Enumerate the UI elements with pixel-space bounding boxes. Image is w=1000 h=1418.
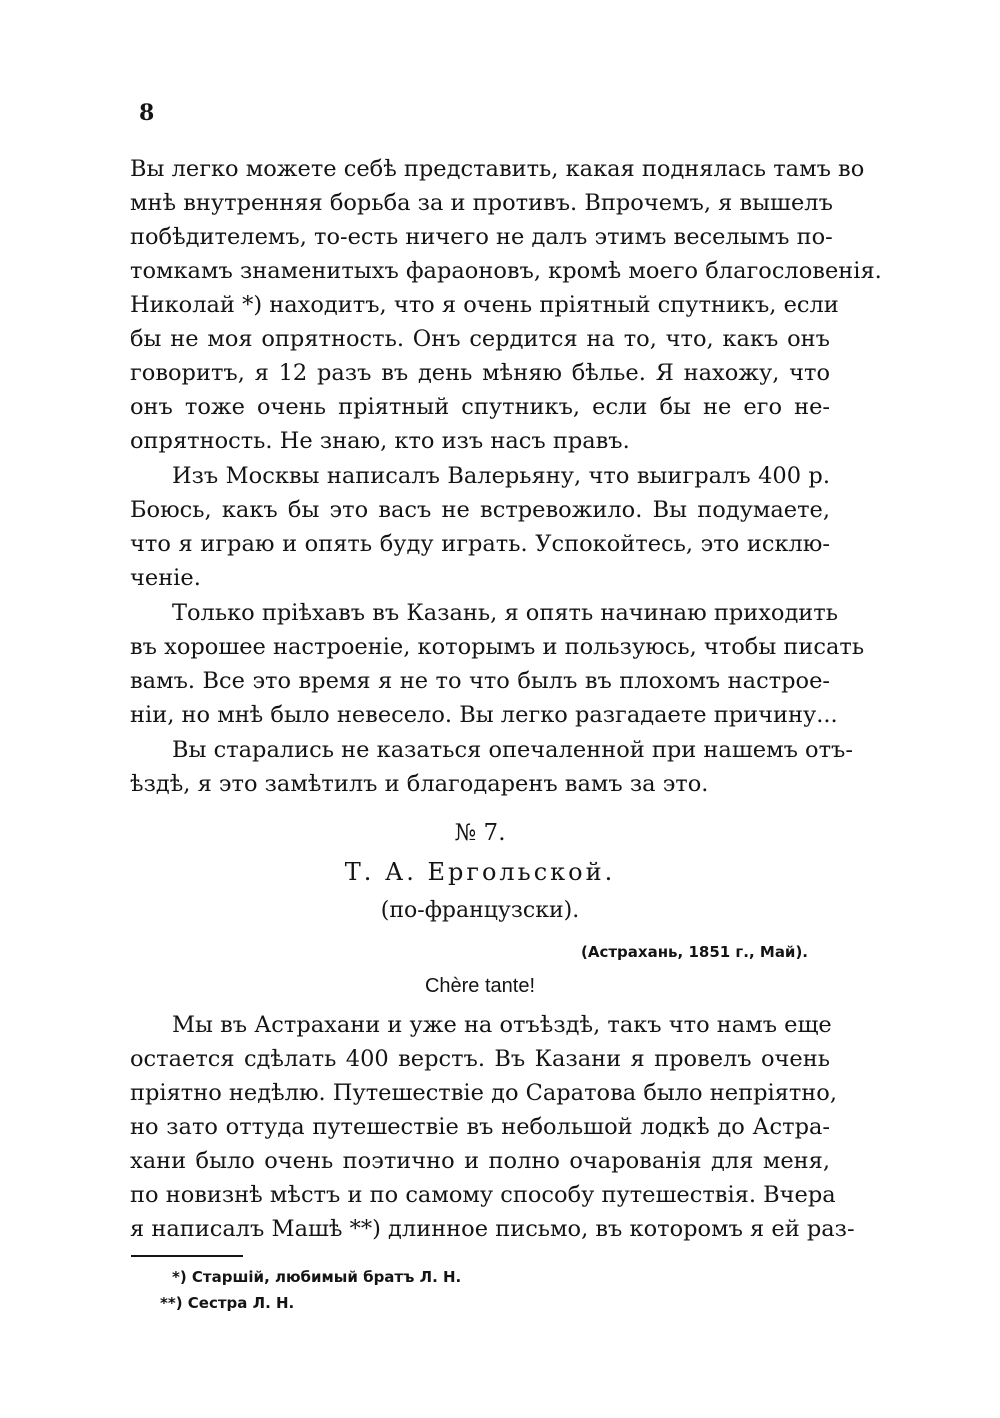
text-line: ченіе.	[130, 565, 201, 591]
text-line: говоритъ, я 12 разъ въ день мѣняю бѣлье. Я нахожу, что	[130, 360, 830, 386]
text-line: Николай *) находитъ, что я очень пріятный спутникъ, если	[130, 292, 839, 318]
text-line: остается сдѣлать 400 верстъ. Въ Казани я провелъ очень	[130, 1046, 830, 1072]
text-line: по новизнѣ мѣстъ и по самому способу путешествія. Вчера	[130, 1182, 836, 1208]
text-line: что я играю и опять буду играть. Успокойтесь, это исклю-	[130, 531, 830, 557]
footnote: *) Старшій, любимый братъ Л. Н.	[172, 1268, 462, 1286]
language-note: (по-французски).	[380, 898, 580, 923]
text-line: ніи, но мнѣ было невесело. Вы легко разгадаете причину...	[130, 702, 838, 728]
text-line: Изъ Москвы написалъ Валерьяну, что выигралъ 400 р.	[172, 463, 830, 489]
text-line: я написалъ Машѣ **) длинное письмо, въ которомъ я ей раз-	[130, 1216, 855, 1242]
text-line: мнѣ внутренняя борьба за и противъ. Впрочемъ, я вышелъ	[130, 190, 833, 216]
text-line: но зато оттуда путешествіе въ небольшой лодкѣ до Астра-	[130, 1114, 830, 1140]
footnote-divider	[131, 1255, 243, 1257]
text-line: Вы легко можете себѣ представить, какая поднялась тамъ во	[130, 156, 865, 182]
text-line: Мы въ Астрахани и уже на отъѣздѣ, такъ что намъ еще	[172, 1012, 832, 1038]
text-line: ѣздѣ, я это замѣтилъ и благодаренъ вамъ за это.	[130, 771, 709, 797]
text-line: хани было очень поэтично и полно очарованія для меня,	[130, 1148, 830, 1174]
text-line: побѣдителемъ, то-есть ничего не далъ этимъ веселымъ по-	[130, 224, 833, 250]
text-line: томкамъ знаменитыхъ фараоновъ, кромѣ моего благословенія.	[130, 258, 882, 284]
text-line: Боюсь, какъ бы это васъ не встревожило. Вы подумаете,	[130, 497, 830, 523]
footnote: **) Сестра Л. Н.	[160, 1294, 295, 1312]
text-line: въ хорошее настроеніе, которымъ и пользуюсь, чтобы писать	[130, 634, 865, 660]
text-line: Вы старались не казаться опечаленной при нашемъ отъ-	[172, 737, 853, 763]
letter-addressee: Т. А. Ергольской.	[344, 858, 616, 886]
salutation: Chère tante!	[424, 975, 536, 997]
letter-date: (Астрахань, 1851 г., Май).	[580, 943, 808, 961]
text-line: бы не моя опрятность. Онъ сердится на то, что, какъ онъ	[130, 326, 830, 352]
text-line: онъ тоже очень пріятный спутникъ, если бы не его не-	[130, 394, 830, 420]
text-line: Только пріѣхавъ въ Казань, я опять начинаю приходить	[172, 600, 839, 626]
text-line: опрятность. Не знаю, кто изъ насъ правъ.	[130, 428, 630, 454]
letter-number: № 7.	[454, 820, 506, 846]
text-line: вамъ. Все это время я не то что былъ въ плохомъ настрое-	[130, 668, 830, 694]
page-number: 8	[139, 100, 155, 126]
text-line: пріятно недѣлю. Путешествіе до Саратова было непріятно,	[130, 1080, 838, 1106]
